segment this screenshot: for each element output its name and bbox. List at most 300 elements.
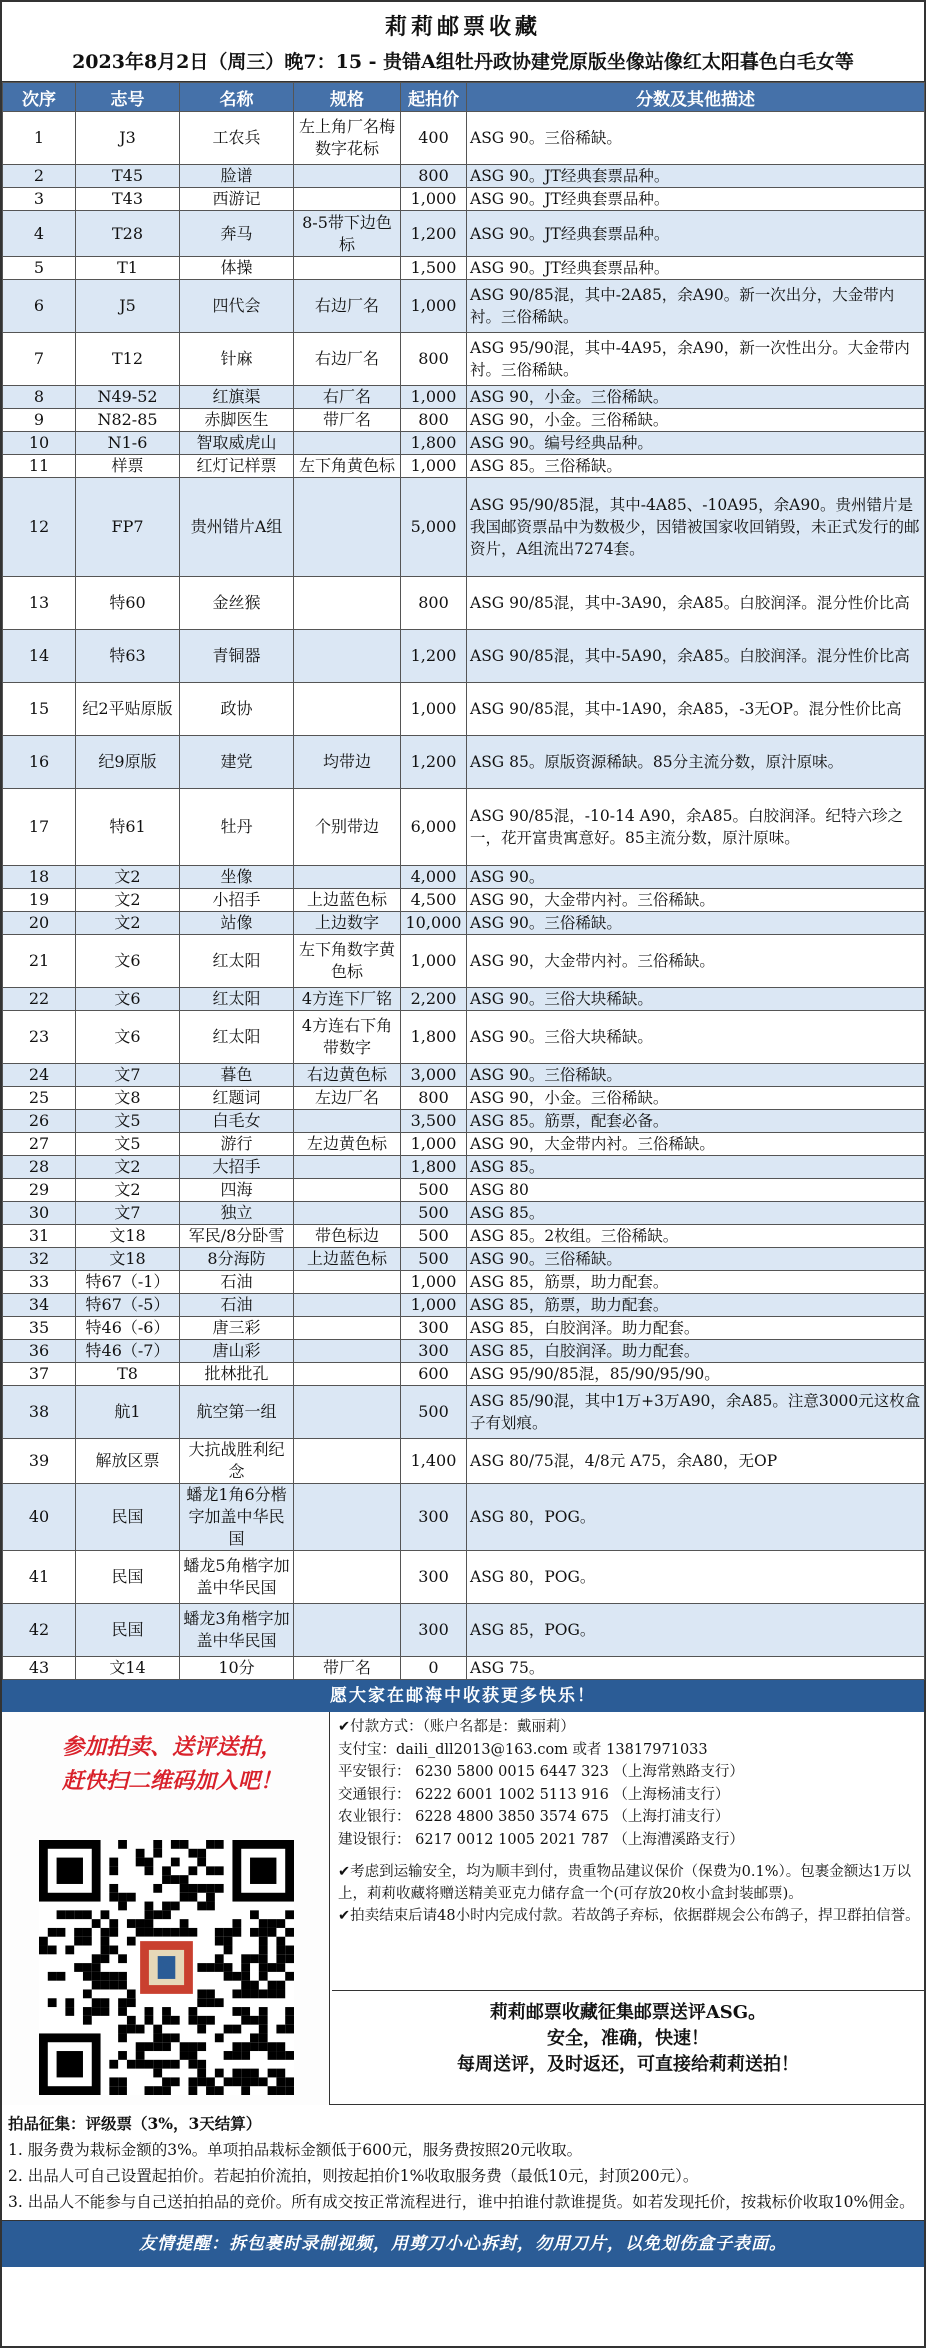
cell-spec [294,1551,401,1604]
cell-description: ASG 90。JT经典套票品种。 [467,257,925,280]
cell-description: ASG 90。JT经典套票品种。 [467,211,925,257]
cell-stamp-code: 文6 [76,988,180,1011]
cell-spec [294,257,401,280]
cell-description: ASG 85。三俗稀缺。 [467,455,925,478]
cell-spec: 8-5带下边色标 [294,211,401,257]
table-row [3,630,925,683]
cell-spec [294,866,401,889]
cell-description: ASG 95/90/85混，其中-4A85、-10A95，余A90。贵州错片是我国邮资票品中为数极少，因错被国家收回销毁，未正式发行的邮资片，A组流出7274套。 [467,478,925,577]
cell-lot-no: 35 [3,1317,76,1340]
info-section [2,1712,924,2105]
cell-spec [294,577,401,630]
cell-stamp-code: 特67（-5） [76,1294,180,1317]
cell-description: ASG 85/90混，其中1万+3万A90，余A85。注意3000元这枚盒子有划痕。 [467,1386,925,1439]
cell-spec [294,1484,401,1551]
cell-spec [294,188,401,211]
table-row [3,736,925,789]
cell-spec [294,1202,401,1225]
cell-start-price: 1,800 [401,1156,467,1179]
cell-stamp-code: 文5 [76,1133,180,1156]
table-row [3,789,925,866]
cell-lot-no: 2 [3,165,76,188]
cell-description: ASG 85，POG。 [467,1604,925,1657]
cell-lot-no: 15 [3,683,76,736]
cell-start-price: 1,200 [401,630,467,683]
cell-start-price: 400 [401,112,467,165]
cell-lot-no: 26 [3,1110,76,1133]
cell-spec [294,630,401,683]
cell-stamp-name: 游行 [180,1133,294,1156]
table-row [3,1110,925,1133]
cell-stamp-code: 文14 [76,1657,180,1680]
cell-lot-no: 12 [3,478,76,577]
cell-lot-no: 17 [3,789,76,866]
cell-start-price: 1,000 [401,280,467,333]
table-row [3,1340,925,1363]
cell-start-price: 4,500 [401,889,467,912]
cell-spec: 左下角数字黄色标 [294,935,401,988]
cell-lot-no: 32 [3,1248,76,1271]
table-row [3,165,925,188]
cell-stamp-name: 坐像 [180,866,294,889]
table-row [3,1225,925,1248]
cell-spec [294,1294,401,1317]
cell-description: ASG 90/85混，-10-14 A90，余A85。白胶润泽。纪特六珍之一，花开富贵寓意好。85主流分数，原汁原味。 [467,789,925,866]
lots-table [2,82,925,1680]
cell-spec: 左边黄色标 [294,1133,401,1156]
bank-line: 建设银行： 6217 0012 1005 2021 787 （上海漕溪路支行） [338,1831,744,1848]
table-header-row [3,83,925,112]
table-row [3,1011,925,1064]
cell-description: ASG 85。 [467,1156,925,1179]
slogan-line-3: 每周送评，及时返还，可直接给莉莉送拍！ [457,2054,799,2075]
cell-description: ASG 90。三俗稀缺。 [467,1064,925,1087]
cell-spec [294,1179,401,1202]
cell-stamp-name: 航空第一组 [180,1386,294,1439]
cell-description: ASG 90。JT经典套票品种。 [467,165,925,188]
cell-description: ASG 90/85混，其中-5A90，余A85。白胶润泽。混分性价比高 [467,630,925,683]
cell-description: ASG 80，POG。 [467,1484,925,1551]
cell-stamp-name: 红太阳 [180,988,294,1011]
top-banner: 愿大家在邮海中收获更多快乐！ [2,1680,924,1712]
cell-stamp-code: 样票 [76,455,180,478]
table-row [3,1064,925,1087]
rule-item: 1. 服务费为栽标金额的3%。单项拍品栽标金额低于600元，服务费按照20元收取。 [8,2141,583,2159]
cell-stamp-code: 文7 [76,1202,180,1225]
cell-stamp-name: 红题词 [180,1087,294,1110]
cell-stamp-code: FP7 [76,478,180,577]
cell-start-price: 1,000 [401,188,467,211]
cell-lot-no: 27 [3,1133,76,1156]
cell-stamp-name: 红旗渠 [180,386,294,409]
cell-stamp-code: 文2 [76,889,180,912]
cell-stamp-code: N1-6 [76,432,180,455]
cell-spec: 4方连右下角带数字 [294,1011,401,1064]
table-row [3,257,925,280]
cell-stamp-code: 民国 [76,1604,180,1657]
cell-description: ASG 90，小金。三俗稀缺。 [467,386,925,409]
col-header-code: 志号 [76,83,180,112]
cell-stamp-name: 智取威虎山 [180,432,294,455]
slogan-line-2: 安全，准确，快速！ [547,2028,709,2049]
cell-stamp-name: 四海 [180,1179,294,1202]
cell-stamp-name: 蟠龙3角楷字加盖中华民国 [180,1604,294,1657]
alipay-line: 支付宝：daili_dll2013@163.com 或者 13817971033 [338,1741,708,1758]
cell-stamp-name: 贵州错片A组 [180,478,294,577]
cell-start-price: 800 [401,333,467,386]
cell-stamp-name: 建党 [180,736,294,789]
bank-line: 平安银行： 6230 5800 0015 6447 323 （上海常熟路支行） [338,1764,744,1780]
cell-stamp-name: 针麻 [180,333,294,386]
cell-stamp-code: T1 [76,257,180,280]
qr-code-image[interactable] [39,1840,294,2095]
cell-spec [294,1271,401,1294]
cell-description: ASG 90。三俗稀缺。 [467,912,925,935]
cell-spec: 上边蓝色标 [294,1248,401,1271]
cell-start-price: 500 [401,1386,467,1439]
cell-stamp-code: 解放区票 [76,1439,180,1484]
cell-spec: 上边数字 [294,912,401,935]
col-header-name: 名称 [180,83,294,112]
cell-start-price: 4,000 [401,866,467,889]
cell-start-price: 600 [401,1363,467,1386]
cell-description: ASG 85，白胶润泽。助力配套。 [467,1317,925,1340]
cell-start-price: 1,000 [401,683,467,736]
cell-start-price: 1,000 [401,1294,467,1317]
cell-stamp-code: T12 [76,333,180,386]
cell-spec: 个别带边 [294,789,401,866]
cell-start-price: 500 [401,1179,467,1202]
cell-spec: 右边厂名 [294,280,401,333]
cell-start-price: 1,000 [401,1271,467,1294]
col-header-price: 起拍价 [401,83,467,112]
cell-description: ASG 90，小金。三俗稀缺。 [467,1087,925,1110]
cell-spec: 4方连下厂铭 [294,988,401,1011]
cell-spec: 右边厂名 [294,333,401,386]
cell-stamp-code: T28 [76,211,180,257]
page-title: 莉莉邮票收藏 [384,14,541,40]
cell-stamp-name: 赤脚医生 [180,409,294,432]
cell-description: ASG 90，大金带内衬。三俗稀缺。 [467,1133,925,1156]
cell-start-price: 300 [401,1551,467,1604]
bank-line: 交通银行： 6222 6001 1002 5113 916 （上海杨浦支行） [338,1786,730,1803]
cell-description: ASG 90。编号经典品种。 [467,432,925,455]
bottom-banner: 友情提醒：拆包裹时录制视频，用剪刀小心拆封，勿用刀片，以免划伤盒子表面。 [2,2221,924,2267]
table-row [3,577,925,630]
cell-description: ASG 90/85混，其中-1A90，余A85，-3无OP。混分性价比高 [467,683,925,736]
rule-item: 3. 出品人不能参与自己送拍拍品的竞价。所有成交按正常流程进行，谁中拍谁付款谁提货。如若发现托价，按栽标价收取10%佣金。 [8,2193,915,2211]
cell-description: ASG 90。三俗大块稀缺。 [467,988,925,1011]
cell-spec [294,1386,401,1439]
cell-lot-no: 5 [3,257,76,280]
cell-lot-no: 38 [3,1386,76,1439]
cell-spec: 右厂名 [294,386,401,409]
cell-start-price: 300 [401,1340,467,1363]
col-header-spec: 规格 [294,83,401,112]
cell-lot-no: 25 [3,1087,76,1110]
cell-start-price: 2,200 [401,988,467,1011]
cell-description: ASG 90，大金带内衬。三俗稀缺。 [467,889,925,912]
cell-lot-no: 30 [3,1202,76,1225]
cell-stamp-name: 白毛女 [180,1110,294,1133]
cell-stamp-code: 特46（-6） [76,1317,180,1340]
cell-start-price: 1,000 [401,1133,467,1156]
cell-start-price: 1,800 [401,432,467,455]
table-row [3,386,925,409]
cell-stamp-name: 暮色 [180,1064,294,1087]
cell-spec [294,1110,401,1133]
cell-stamp-name: 大招手 [180,1156,294,1179]
cell-description: ASG 85，白胶润泽。助力配套。 [467,1340,925,1363]
cell-stamp-name: 西游记 [180,188,294,211]
cell-stamp-name: 政协 [180,683,294,736]
cell-stamp-name: 红灯记样票 [180,455,294,478]
cell-lot-no: 23 [3,1011,76,1064]
table-row [3,1484,925,1551]
join-text [42,1730,302,1798]
cell-spec [294,1439,401,1484]
cell-start-price: 1,200 [401,211,467,257]
cell-start-price: 300 [401,1317,467,1340]
cell-description: ASG 80/75混，4/8元 A75，余A80，无OP [467,1439,925,1484]
cell-start-price: 3,000 [401,1064,467,1087]
cell-start-price: 1,500 [401,257,467,280]
table-row [3,478,925,577]
cell-start-price: 1,000 [401,455,467,478]
table-row [3,1156,925,1179]
cell-spec [294,165,401,188]
cell-stamp-name: 唐三彩 [180,1317,294,1340]
cell-start-price: 800 [401,577,467,630]
cell-stamp-code: J3 [76,112,180,165]
cell-stamp-name: 体操 [180,257,294,280]
cell-spec: 左边厂名 [294,1087,401,1110]
cell-spec: 带厂名 [294,1657,401,1680]
table-row [3,1294,925,1317]
cell-stamp-name: 军民/8分卧雪 [180,1225,294,1248]
cell-lot-no: 42 [3,1604,76,1657]
cell-spec: 带厂名 [294,409,401,432]
cell-spec [294,1156,401,1179]
page-subtitle: 2023年8月2日（周三）晚7：15 - 贵错A组牡丹政协建党原版坐像站像红太阳暮色白毛女等 [72,51,854,73]
table-row [3,866,925,889]
cell-stamp-code: 特46（-7） [76,1340,180,1363]
table-row [3,935,925,988]
cell-stamp-name: 蟠龙1角6分楷字加盖中华民国 [180,1484,294,1551]
shipping-note: ✔考虑到运输安全，均为顺丰到付，贵重物品建议保价（保费为0.1%）。包裹金额达1万以上，莉莉收藏将赠送精美亚克力储存盒一个(可存放20枚小盒封装邮票)。 [338,1864,911,1902]
cell-lot-no: 9 [3,409,76,432]
cell-description: ASG 90，小金。三俗稀缺。 [467,409,925,432]
bank-line: 农业银行： 6228 4800 3850 3574 675 （上海打浦支行） [338,1809,730,1825]
rule-item: 2. 出品人可自己设置起拍价。若起拍价流拍，则按起拍价1%收取服务费（最低10元，封顶200元）。 [8,2167,699,2185]
cell-stamp-name: 红太阳 [180,935,294,988]
cell-start-price: 1,400 [401,1439,467,1484]
cell-stamp-code: N49-52 [76,386,180,409]
table-row [3,1271,925,1294]
cell-stamp-code: 文5 [76,1110,180,1133]
cell-stamp-code: 民国 [76,1484,180,1551]
cell-stamp-code: 文2 [76,866,180,889]
table-row [3,280,925,333]
cell-stamp-name: 10分 [180,1657,294,1680]
cell-stamp-code: 文2 [76,912,180,935]
cell-stamp-name: 牡丹 [180,789,294,866]
cell-stamp-code: T43 [76,188,180,211]
cell-start-price: 500 [401,1225,467,1248]
table-row [3,1202,925,1225]
cell-start-price: 3,500 [401,1110,467,1133]
cell-start-price: 800 [401,165,467,188]
cell-description: ASG 90。三俗稀缺。 [467,1248,925,1271]
cell-lot-no: 24 [3,1064,76,1087]
cell-spec: 左下角黄色标 [294,455,401,478]
payment-title: ✔付款方式：（账户名都是：戴丽莉） [338,1719,575,1735]
cell-description: ASG 90。JT经典套票品种。 [467,188,925,211]
cell-lot-no: 40 [3,1484,76,1551]
cell-stamp-code: 文2 [76,1179,180,1202]
table-row [3,1248,925,1271]
cell-stamp-code: 纪9原版 [76,736,180,789]
cell-stamp-code: 文2 [76,1156,180,1179]
cell-stamp-code: 纪2平贴原版 [76,683,180,736]
cell-description: ASG 85，筋票，助力配套。 [467,1294,925,1317]
cell-stamp-name: 金丝猴 [180,577,294,630]
table-row [3,1386,925,1439]
cell-stamp-code: 特67（-1） [76,1271,180,1294]
cell-lot-no: 4 [3,211,76,257]
col-header-desc: 分数及其他描述 [467,83,925,112]
cell-stamp-name: 8分海防 [180,1248,294,1271]
cell-stamp-code: 文7 [76,1064,180,1087]
cell-lot-no: 8 [3,386,76,409]
cell-lot-no: 13 [3,577,76,630]
cell-lot-no: 19 [3,889,76,912]
cell-stamp-name: 石油 [180,1271,294,1294]
cell-description: ASG 85。2枚组。三俗稀缺。 [467,1225,925,1248]
table-row [3,1317,925,1340]
table-row [3,912,925,935]
table-row [3,112,925,165]
table-row [3,1363,925,1386]
table-row [3,1551,925,1604]
cell-stamp-code: 文18 [76,1248,180,1271]
page-header [2,2,924,82]
cell-spec [294,1363,401,1386]
cell-stamp-code: 文8 [76,1087,180,1110]
cell-spec [294,1340,401,1363]
cell-stamp-code: 航1 [76,1386,180,1439]
table-row [3,333,925,386]
table-row [3,988,925,1011]
cell-stamp-code: T45 [76,165,180,188]
cell-start-price: 1,200 [401,736,467,789]
cell-description: ASG 80 [467,1179,925,1202]
cell-description: ASG 85，筋票，助力配套。 [467,1271,925,1294]
cell-description: ASG 75。 [467,1657,925,1680]
cell-lot-no: 33 [3,1271,76,1294]
cell-stamp-code: 文6 [76,1011,180,1064]
table-row [3,409,925,432]
cell-lot-no: 36 [3,1340,76,1363]
table-row [3,188,925,211]
cell-stamp-name: 奔马 [180,211,294,257]
cell-start-price: 300 [401,1484,467,1551]
cell-start-price: 10,000 [401,912,467,935]
cell-spec [294,432,401,455]
cell-description: ASG 95/90/85混，85/90/95/90。 [467,1363,925,1386]
cell-start-price: 1,000 [401,935,467,988]
cell-spec: 带色标边 [294,1225,401,1248]
payment-deadline-note: ✔拍卖结束后请48小时内完成付款。若故鸽子弃标，依据群规会公布鸽子，捍卫群拍信誉。 [338,1908,920,1924]
cell-stamp-name: 大抗战胜利纪念 [180,1439,294,1484]
table-row [3,455,925,478]
table-row [3,1439,925,1484]
cell-start-price: 5,000 [401,478,467,577]
cell-lot-no: 16 [3,736,76,789]
table-row [3,889,925,912]
cell-start-price: 500 [401,1202,467,1225]
cell-description: ASG 90。三俗稀缺。 [467,112,925,165]
cell-spec [294,1604,401,1657]
cell-stamp-code: 特61 [76,789,180,866]
cell-lot-no: 34 [3,1294,76,1317]
cell-lot-no: 10 [3,432,76,455]
cell-lot-no: 20 [3,912,76,935]
table-row [3,1604,925,1657]
table-row [3,1657,925,1680]
cell-start-price: 6,000 [401,789,467,866]
cell-description: ASG 85。 [467,1202,925,1225]
cell-lot-no: 14 [3,630,76,683]
cell-stamp-code: 特60 [76,577,180,630]
cell-stamp-name: 站像 [180,912,294,935]
cell-stamp-code: 文6 [76,935,180,988]
cell-lot-no: 39 [3,1439,76,1484]
cell-start-price: 1,800 [401,1011,467,1064]
cell-start-price: 500 [401,1248,467,1271]
cell-lot-no: 37 [3,1363,76,1386]
cell-lot-no: 28 [3,1156,76,1179]
cell-stamp-code: J5 [76,280,180,333]
cell-stamp-name: 石油 [180,1294,294,1317]
cell-stamp-name: 工农兵 [180,112,294,165]
cell-description: ASG 90。三俗大块稀缺。 [467,1011,925,1064]
cell-stamp-name: 脸谱 [180,165,294,188]
join-line-1: 参加拍卖、送评送拍， [61,1734,282,1760]
cell-spec [294,1317,401,1340]
table-row [3,432,925,455]
cell-stamp-code: 特63 [76,630,180,683]
cell-start-price: 800 [401,409,467,432]
slogan-line-1: 莉莉邮票收藏征集邮票送评ASG。 [489,2002,767,2023]
cell-lot-no: 21 [3,935,76,988]
cell-start-price: 800 [401,1087,467,1110]
cell-stamp-code: 民国 [76,1551,180,1604]
cell-lot-no: 43 [3,1657,76,1680]
cell-stamp-name: 青铜器 [180,630,294,683]
cell-lot-no: 3 [3,188,76,211]
cell-stamp-name: 四代会 [180,280,294,333]
cell-spec [294,478,401,577]
qr-panel [2,1712,330,2105]
table-row [3,1133,925,1156]
col-header-no: 次序 [3,83,76,112]
cell-description: ASG 80，POG。 [467,1551,925,1604]
slogan [332,1990,924,2105]
cell-stamp-name: 小招手 [180,889,294,912]
table-row [3,683,925,736]
cell-lot-no: 22 [3,988,76,1011]
